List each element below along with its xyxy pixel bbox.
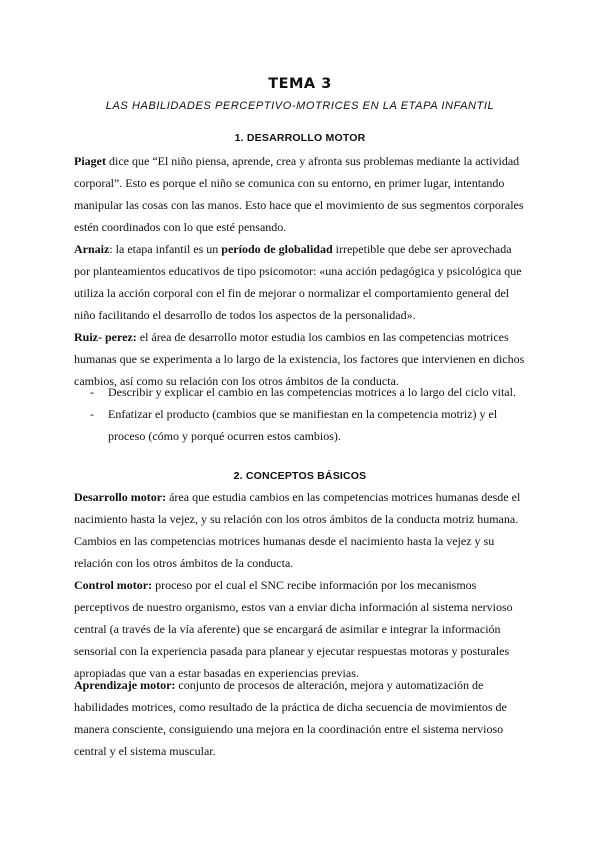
bullet-marker: - (90, 385, 94, 399)
author-arnaiz: Arnaiz (74, 242, 110, 256)
paragraph-aprendizaje-motor (74, 674, 526, 762)
ruiz-text: el área de desarrollo motor estudia los cambios en las competencias motrices humanas que se experimenta a lo largo de la existencia, los factores que intervienen en dichos cambios, así como su relación con los otros ámbitos de la conducta. (74, 330, 525, 388)
paragraph-arnaiz (74, 238, 526, 326)
list-item (90, 403, 520, 447)
term-desarrollo-motor: Desarrollo motor: (74, 490, 167, 504)
paragraph-control-motor (74, 574, 526, 684)
arnaiz-emphasis: período de globalidad (221, 242, 333, 256)
section-2-heading: 2. CONCEPTOS BÁSICOS (233, 470, 367, 482)
desarrollo-text: área que estudia cambios en las competencias motrices humanas desde el nacimiento hasta la vejez, y su relación con los otros ámbitos de la conducta motriz humana. Cambios en las competencias motrices humanas desde el nacimiento hasta la vejez y su relación con los otros ámbitos de la conducta. (74, 490, 521, 570)
aprendizaje-text: conjunto de procesos de alteración, mejora y automatización de habilidades motrices, como resultado de la práctica de dicha secuencia de movimientos de manera consciente, consiguiendo una mejora en la coordinación entre el sistema nervioso central y el sistema muscular. (74, 678, 507, 758)
document-subtitle: LAS HABILIDADES PERCEPTIVO-MOTRICES EN LA ETAPA INFANTIL (105, 100, 495, 112)
bullet-text: Enfatizar el producto (cambios que se manifiestan en la competencia motriz) y el proceso (cómo y porqué ocurren estos cambios). (108, 407, 498, 443)
arnaiz-text-a: : la etapa infantil es un (109, 242, 222, 256)
arnaiz-text-b: irrepetible que debe ser aprovechada por planteamientos educativos de tipo psicomotor: «una acción pedagógica y psicológica que utiliza la acción corporal con el fin de mejorar o normalizar el comportamiento general del niño facilitando el desarrollo de todos los aspectos de la personalidad». (74, 242, 522, 322)
control-text: proceso por el cual el SNC recibe información por los mecanismos perceptivos de nuestro organismo, estos van a enviar dicha información al sistema nervioso central (a través de la vía aferente) que se encargará de asimilar e integrar la información sensorial con la experiencia pasada para planear y ejecutar respuestas motoras y posturales apropiadas que van a estar basadas en experiencias previas. (74, 578, 513, 680)
section-1-heading: 1. DESARROLLO MOTOR (234, 132, 366, 144)
term-control-motor: Control motor: (74, 578, 153, 592)
list-item (90, 381, 520, 403)
document-title: TEMA 3 (268, 76, 332, 92)
bullet-text: Describir y explicar el cambio en las competencias motrices a lo largo del ciclo vital. (108, 385, 516, 399)
piaget-text: dice que “El niño piensa, aprende, crea y afronta sus problemas mediante la actividad corporal”. Esto es porque el niño se comunica con su entorno, en primer lugar, intentando manipular las cosas con las manos. Esto hace que el movimiento de sus segmentos corporales estén coordinados con lo que esté pensando. (74, 154, 524, 234)
bullet-marker: - (90, 407, 94, 421)
paragraph-desarrollo-motor (74, 486, 526, 574)
term-aprendizaje-motor: Aprendizaje motor: (74, 678, 176, 692)
paragraph-piaget (74, 150, 526, 238)
author-ruiz: Ruiz- perez: (74, 330, 137, 344)
author-piaget: Piaget (74, 154, 106, 168)
